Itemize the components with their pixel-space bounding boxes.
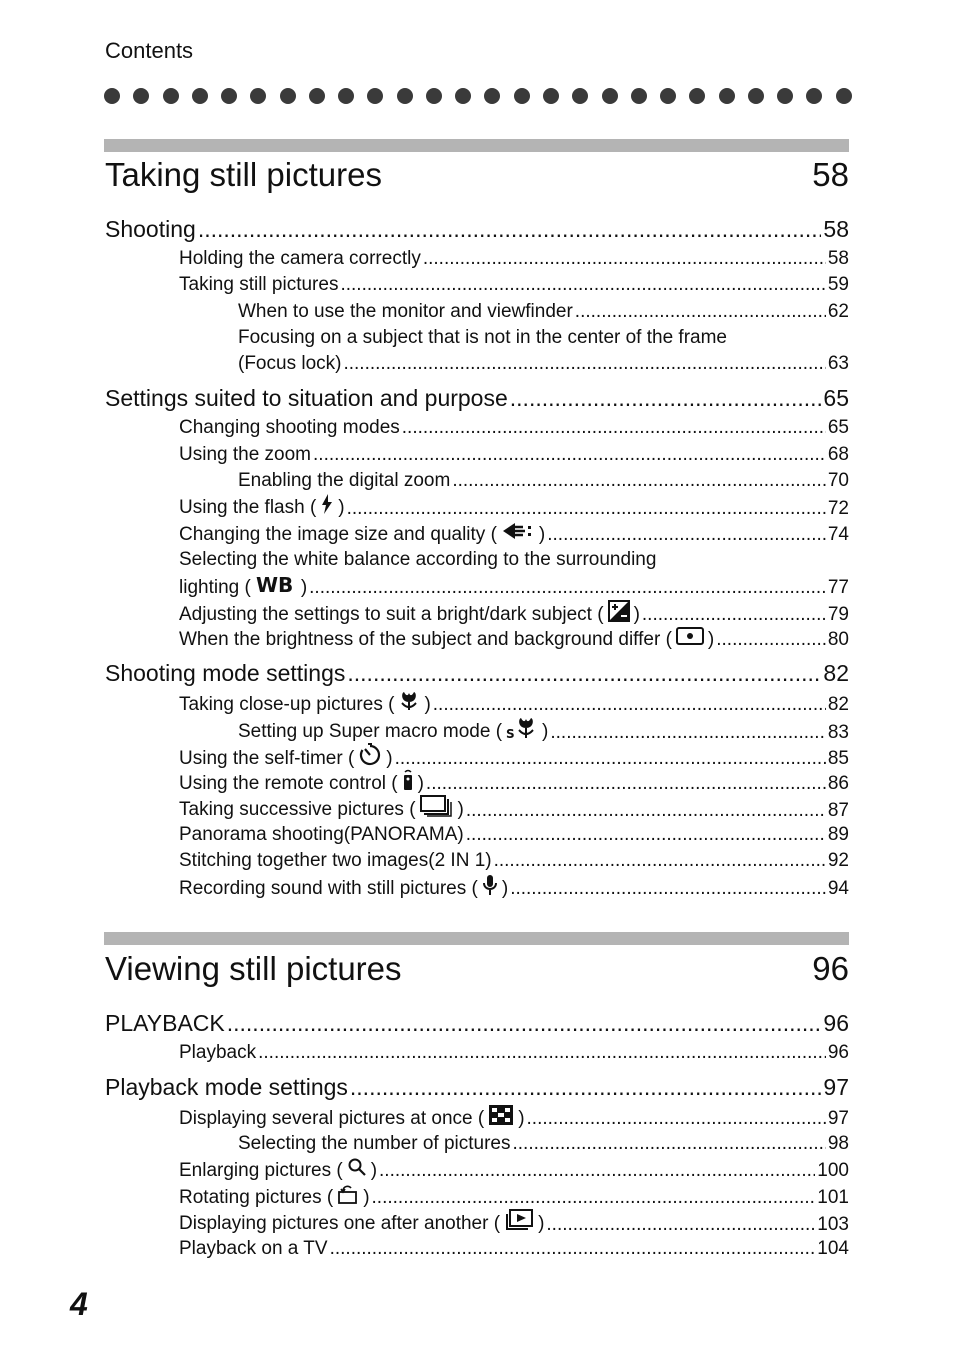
spot-metering-icon <box>676 626 704 654</box>
dot <box>777 88 793 104</box>
dot <box>338 88 354 104</box>
toc-entry-page: 82 <box>823 660 849 687</box>
toc-entry[interactable] <box>105 272 849 298</box>
dot <box>221 88 237 104</box>
running-header: Contents <box>105 38 194 63</box>
toc-entry-label: Taking still pictures <box>179 274 339 296</box>
toc-entry[interactable] <box>105 1006 849 1040</box>
toc-entry-label: Taking close-up pictures ( <box>179 694 395 716</box>
dot-leader <box>452 468 826 494</box>
toc-list-taking-still-pictures <box>105 208 849 901</box>
svg-text:S: S <box>506 727 515 741</box>
toc-entry-page: 103 <box>817 1213 849 1235</box>
toc-entry-label-suffix: ) <box>538 523 546 545</box>
page-number: 4 <box>70 1286 88 1322</box>
flash-icon <box>320 494 334 522</box>
dot-leader <box>642 602 826 628</box>
toc-entry[interactable] <box>105 494 849 520</box>
toc-entry-label: Changing shooting modes <box>179 417 400 439</box>
toc-entry[interactable] <box>105 626 849 652</box>
toc-entry-label: Stitching together two images(2 IN 1) <box>179 849 492 871</box>
toc-entry-page: 96 <box>823 1010 849 1036</box>
toc-entry-page: 97 <box>827 1108 849 1130</box>
section-title-taking-still-pictures <box>105 155 849 195</box>
dot-leader <box>313 442 826 468</box>
dot <box>367 88 383 104</box>
dot <box>397 88 413 104</box>
dot-leader <box>258 1040 826 1066</box>
toc-entry[interactable] <box>105 848 849 874</box>
toc-entry[interactable] <box>105 325 849 351</box>
toc-entry[interactable] <box>105 769 849 795</box>
toc-entry-page: 62 <box>827 300 849 322</box>
toc-entry-page: 70 <box>827 470 849 492</box>
dot <box>543 88 559 104</box>
toc-entry[interactable] <box>105 246 849 272</box>
toc-entry-label: When to use the monitor and viewfinder <box>238 300 573 322</box>
toc-entry-label: Settings suited to situation and purpose <box>105 385 508 412</box>
toc-entry-label: Panorama shooting(PANORAMA) <box>179 823 464 845</box>
toc-entry-page: 77 <box>827 577 849 599</box>
section-title-text: Viewing still pictures <box>105 950 402 987</box>
toc-entry-label: Displaying several pictures at once ( <box>179 1108 485 1130</box>
toc-entry-page: 72 <box>827 497 849 519</box>
toc-entry-label-suffix: ) <box>633 603 640 625</box>
toc-entry-label: Recording sound with still pictures ( <box>179 878 478 900</box>
toc-entry-label: Using the zoom <box>179 443 312 465</box>
dot-leader <box>527 1106 826 1132</box>
dot-leader <box>716 627 826 653</box>
toc-entry-label-suffix: ) <box>363 1187 370 1209</box>
toc-entry-label-suffix: ) <box>300 577 308 599</box>
quality-icon <box>501 521 535 549</box>
dot-leader <box>494 848 826 874</box>
dot-leader <box>379 1158 815 1184</box>
toc-entry-label-suffix: ) <box>338 497 345 519</box>
section-title-page: 96 <box>812 950 849 987</box>
dot-leader <box>466 798 826 824</box>
toc-entry-label-suffix: ) <box>538 1213 545 1235</box>
toc-entry-label: Using the flash ( <box>179 497 317 519</box>
toc-entry-label: Rotating pictures ( <box>179 1187 334 1209</box>
svg-text:WB: WB <box>255 573 294 596</box>
microphone-icon <box>482 874 498 904</box>
toc-entry-page: 89 <box>827 823 849 845</box>
section-title-viewing-still-pictures <box>105 949 849 989</box>
super-macro-icon <box>506 716 538 748</box>
toc-entry[interactable] <box>105 442 849 468</box>
toc-entry[interactable] <box>105 1040 849 1066</box>
toc-entry-label: Shooting mode settings <box>105 660 346 687</box>
toc-entry-label: Playback mode settings <box>105 1074 348 1101</box>
dot <box>748 88 764 104</box>
toc-entry[interactable] <box>105 547 849 573</box>
toc-entry-label-suffix: ) <box>424 694 431 716</box>
dot-leader <box>575 299 826 325</box>
dot-leader <box>343 351 825 377</box>
toc-entry[interactable] <box>105 299 849 325</box>
section-bar-2 <box>104 932 849 945</box>
toc-entry-label: Using the self-timer ( <box>179 747 355 769</box>
toc-entry[interactable] <box>105 874 849 900</box>
toc-entry-page: 79 <box>827 603 849 625</box>
dot-leader <box>372 1185 816 1211</box>
dot-leader <box>510 381 822 415</box>
toc-entry[interactable] <box>105 743 849 769</box>
dot-leader <box>510 876 826 902</box>
toc-entry-page: 65 <box>823 385 849 412</box>
toc-entry-page: 59 <box>827 274 849 296</box>
toc-entry-page: 96 <box>827 1042 849 1063</box>
toc-entry-label: Selecting the number of pictures <box>238 1132 511 1154</box>
toc-entry-page: 65 <box>827 417 849 439</box>
toc-entry-label: Focusing on a subject that is not in the center of the frame <box>238 326 727 348</box>
toc-entry-page: 63 <box>827 353 849 375</box>
toc-entry-page: 80 <box>827 629 849 651</box>
dot <box>719 88 735 104</box>
toc-entry[interactable] <box>105 468 849 494</box>
dot-leader <box>395 746 826 772</box>
toc-entry-page: 87 <box>827 799 849 821</box>
dot-leader <box>466 822 826 848</box>
toc-entry-label: Holding the camera correctly <box>179 248 421 269</box>
toc-entry-page: 101 <box>817 1187 849 1209</box>
toc-entry-page: 100 <box>817 1160 849 1182</box>
dot-leader <box>547 522 826 548</box>
toc-entry-page: 74 <box>827 523 849 545</box>
dot <box>280 88 296 104</box>
dot <box>631 88 647 104</box>
toc-entry-label: lighting ( <box>179 577 251 599</box>
toc-entry[interactable] <box>105 656 849 690</box>
magnify-icon <box>347 1157 367 1185</box>
toc-entry-label: Enabling the digital zoom <box>238 470 451 492</box>
toc-entry-page: 98 <box>827 1132 849 1154</box>
toc-entry-label: Playback on a TV <box>179 1237 328 1259</box>
toc-entry[interactable] <box>105 415 849 441</box>
toc-entry-label-suffix: ) <box>417 773 424 795</box>
toc-entry-label-suffix: ) <box>542 721 549 743</box>
toc-entry-label: Using the remote control ( <box>179 773 398 795</box>
decorative-dot-rule <box>104 88 852 104</box>
toc-entry-page: 68 <box>827 443 849 465</box>
toc-entry-page: 58 <box>823 216 849 242</box>
toc-entry[interactable] <box>105 1157 849 1183</box>
toc-entry[interactable] <box>105 1183 849 1209</box>
toc-list-viewing-still-pictures <box>105 1002 849 1262</box>
section-title-text: Taking still pictures <box>105 156 382 193</box>
toc-entry[interactable] <box>105 212 849 246</box>
toc-entry-label: Displaying pictures one after another ( <box>179 1213 501 1235</box>
toc-entry[interactable] <box>105 351 849 377</box>
toc-entry[interactable] <box>105 521 849 547</box>
toc-entry-page: 58 <box>827 248 849 269</box>
dot <box>806 88 822 104</box>
toc-entry-label: Playback <box>179 1042 257 1063</box>
toc-entry-label-suffix: ) <box>370 1160 378 1182</box>
dot <box>104 88 120 104</box>
toc-entry-label: Selecting the white balance according to the surrounding <box>179 548 657 570</box>
toc-entry-label: (Focus lock) <box>238 353 342 375</box>
dot <box>309 88 325 104</box>
dot-leader <box>550 720 826 746</box>
dot <box>250 88 266 104</box>
toc-entry-label: Enlarging pictures ( <box>179 1160 343 1182</box>
dot-leader <box>347 656 821 690</box>
toc-entry[interactable] <box>105 381 849 415</box>
dot <box>514 88 530 104</box>
dot-leader <box>546 1212 815 1238</box>
toc-entry-label-suffix: ) <box>386 747 393 769</box>
toc-entry-page: 85 <box>827 747 849 769</box>
toc-entry-label: Adjusting the settings to suit a bright/dark subject ( <box>179 603 604 625</box>
toc-entry[interactable] <box>105 1209 849 1235</box>
toc-entry-label: Taking successive pictures ( <box>179 799 416 821</box>
toc-entry-page: 94 <box>827 878 849 900</box>
section-bar-1 <box>104 139 849 152</box>
toc-entry[interactable] <box>105 822 849 848</box>
toc-entry-label-suffix: ) <box>457 799 464 821</box>
toc-entry-label-suffix: ) <box>518 1108 525 1130</box>
dot-leader <box>402 415 826 441</box>
dot-leader <box>330 1236 816 1262</box>
toc-entry-label: PLAYBACK <box>105 1010 225 1036</box>
toc-entry[interactable] <box>105 600 849 626</box>
dot <box>192 88 208 104</box>
dot-leader <box>426 771 826 797</box>
toc-entry-page: 82 <box>827 694 849 716</box>
dot <box>602 88 618 104</box>
toc-entry-label: Shooting <box>105 216 196 242</box>
dot-leader <box>433 692 826 718</box>
toc-entry[interactable] <box>105 1236 849 1262</box>
toc-entry-page: 104 <box>817 1237 849 1259</box>
toc-entry-label: Changing the image size and quality ( <box>179 523 497 545</box>
toc-entry-page: 86 <box>827 773 849 795</box>
toc-entry[interactable] <box>105 1070 849 1104</box>
dot-leader <box>423 246 826 272</box>
dot-leader <box>198 212 822 246</box>
toc-entry-page: 97 <box>823 1074 849 1101</box>
toc-entry[interactable] <box>105 1104 849 1130</box>
toc-entry[interactable] <box>105 573 849 599</box>
toc-entry-label: When the brightness of the subject and background differ ( <box>179 629 672 651</box>
toc-entry[interactable] <box>105 795 849 821</box>
dot-leader <box>309 575 826 601</box>
dot <box>484 88 500 104</box>
toc-entry-label-suffix: ) <box>707 629 715 651</box>
dot-leader <box>513 1131 826 1157</box>
dot <box>133 88 149 104</box>
dot-leader <box>347 496 826 522</box>
dot-leader <box>340 272 825 298</box>
toc-entry-page: 92 <box>827 849 849 871</box>
toc-entry-label-suffix: ) <box>501 878 509 900</box>
section-title-page: 58 <box>812 156 849 193</box>
dot <box>455 88 471 104</box>
dot-leader <box>350 1070 822 1104</box>
dot <box>163 88 179 104</box>
dot-leader <box>227 1006 822 1040</box>
dot <box>836 88 852 104</box>
toc-entry-page: 83 <box>827 721 849 743</box>
dot <box>660 88 676 104</box>
toc-entry-label: Setting up Super macro mode ( <box>238 721 503 743</box>
dot <box>426 88 442 104</box>
dot <box>689 88 705 104</box>
dot <box>572 88 588 104</box>
toc-entry[interactable] <box>105 690 849 716</box>
